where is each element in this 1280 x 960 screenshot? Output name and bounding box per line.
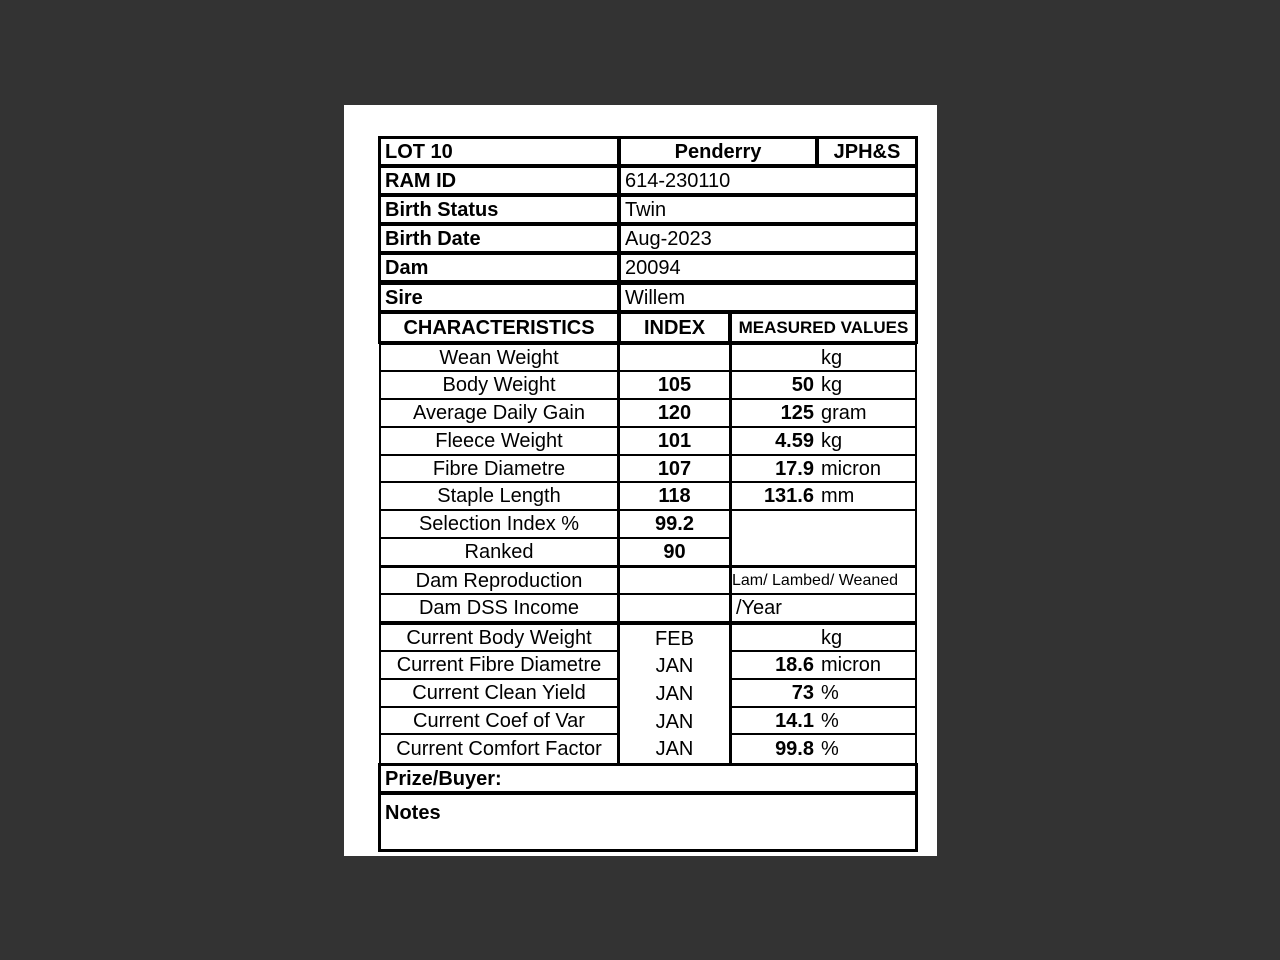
selection-index-value: 99.2 [618,509,731,539]
characteristic-name: Average Daily Gain [379,398,619,428]
current-value: 18.6 [775,654,814,676]
current-unit: micron [821,654,882,676]
info-label: Birth Status [378,194,620,225]
current-value: 73 [791,682,814,704]
current-name: Current Comfort Factor [379,733,619,765]
measured-value: 131.6 [763,485,814,507]
current-measured [730,706,917,735]
characteristic-name: Fibre Diametre [379,454,619,483]
current-measured [730,733,917,765]
current-month: JAN [655,738,694,760]
measured-value: 125 [780,402,814,424]
current-name: Current Clean Yield [379,678,619,708]
characteristic-measured [730,454,917,483]
characteristic-name: Fleece Weight [379,426,619,456]
characteristic-index [618,343,731,372]
column-header-measured-values: MEASURED VALUES [729,311,918,344]
characteristic-measured [730,398,917,428]
dam-row-measured: /Year [730,593,917,623]
dam-row-index [618,593,731,623]
info-label: Dam [378,252,620,283]
current-month: JAN [655,710,694,733]
dam-row-measured: Lam/ Lambed/ Weaned [730,566,917,595]
info-label: Sire [378,282,620,313]
info-value: 614-230110 [618,165,918,196]
measured-unit: micron [821,457,882,480]
dam-row-index [618,566,731,595]
current-value: 99.8 [775,738,814,760]
current-unit: kg [821,626,843,649]
current-month-column [618,623,731,765]
measured-unit: gram [821,402,867,424]
current-name: Current Body Weight [379,623,619,652]
breeder-code: JPH&S [816,136,918,167]
farm-name: Penderry [618,136,818,167]
characteristic-name: Wean Weight [379,343,619,372]
dam-row-name: Dam DSS Income [379,593,619,623]
dam-row-name: Dam Reproduction [379,566,619,595]
info-value: 20094 [618,252,918,283]
characteristic-measured [730,426,917,456]
characteristic-name: Body Weight [379,370,619,400]
characteristic-index: 101 [618,426,731,456]
current-month: FEB [655,627,694,650]
current-name: Current Fibre Diametre [379,650,619,680]
column-header-index: INDEX [618,311,731,344]
measured-unit: kg [821,374,843,396]
notes: Notes [378,792,918,852]
measured-value: 50 [791,374,814,396]
current-unit: % [821,738,839,760]
characteristic-index: 105 [618,370,731,400]
characteristic-measured [730,370,917,400]
measured-unit: kg [821,430,843,452]
characteristic-measured [730,481,917,511]
characteristic-index: 118 [618,481,731,511]
ranked-value: 90 [618,537,731,567]
ranked-label: Ranked [379,537,619,567]
selection-blank-cell [730,509,917,567]
current-measured [730,623,917,652]
current-month: JAN [655,683,694,705]
info-label: RAM ID [378,165,620,196]
current-name: Current Coef of Var [379,706,619,735]
current-value: 14.1 [775,709,814,732]
current-unit: % [821,682,839,704]
lot-number: LOT 10 [378,136,620,167]
current-measured [730,678,917,708]
characteristic-measured [730,343,917,372]
info-value: Aug-2023 [618,223,918,254]
info-value: Willem [618,282,918,313]
measured-value: 4.59 [775,430,814,452]
measured-unit: mm [821,485,855,507]
characteristic-index: 107 [618,454,731,483]
selection-index-label: Selection Index % [379,509,619,539]
prize-buyer: Prize/Buyer: [378,763,918,794]
current-measured [730,650,917,680]
characteristic-index: 120 [618,398,731,428]
measured-unit: kg [821,346,843,369]
ram-lot-card [344,105,937,856]
info-label: Birth Date [378,223,620,254]
info-value: Twin [618,194,918,225]
characteristic-name: Staple Length [379,481,619,511]
column-header-characteristics: CHARACTERISTICS [378,311,620,344]
current-unit: % [821,709,839,732]
measured-value: 17.9 [775,457,814,480]
current-month: JAN [655,655,694,677]
